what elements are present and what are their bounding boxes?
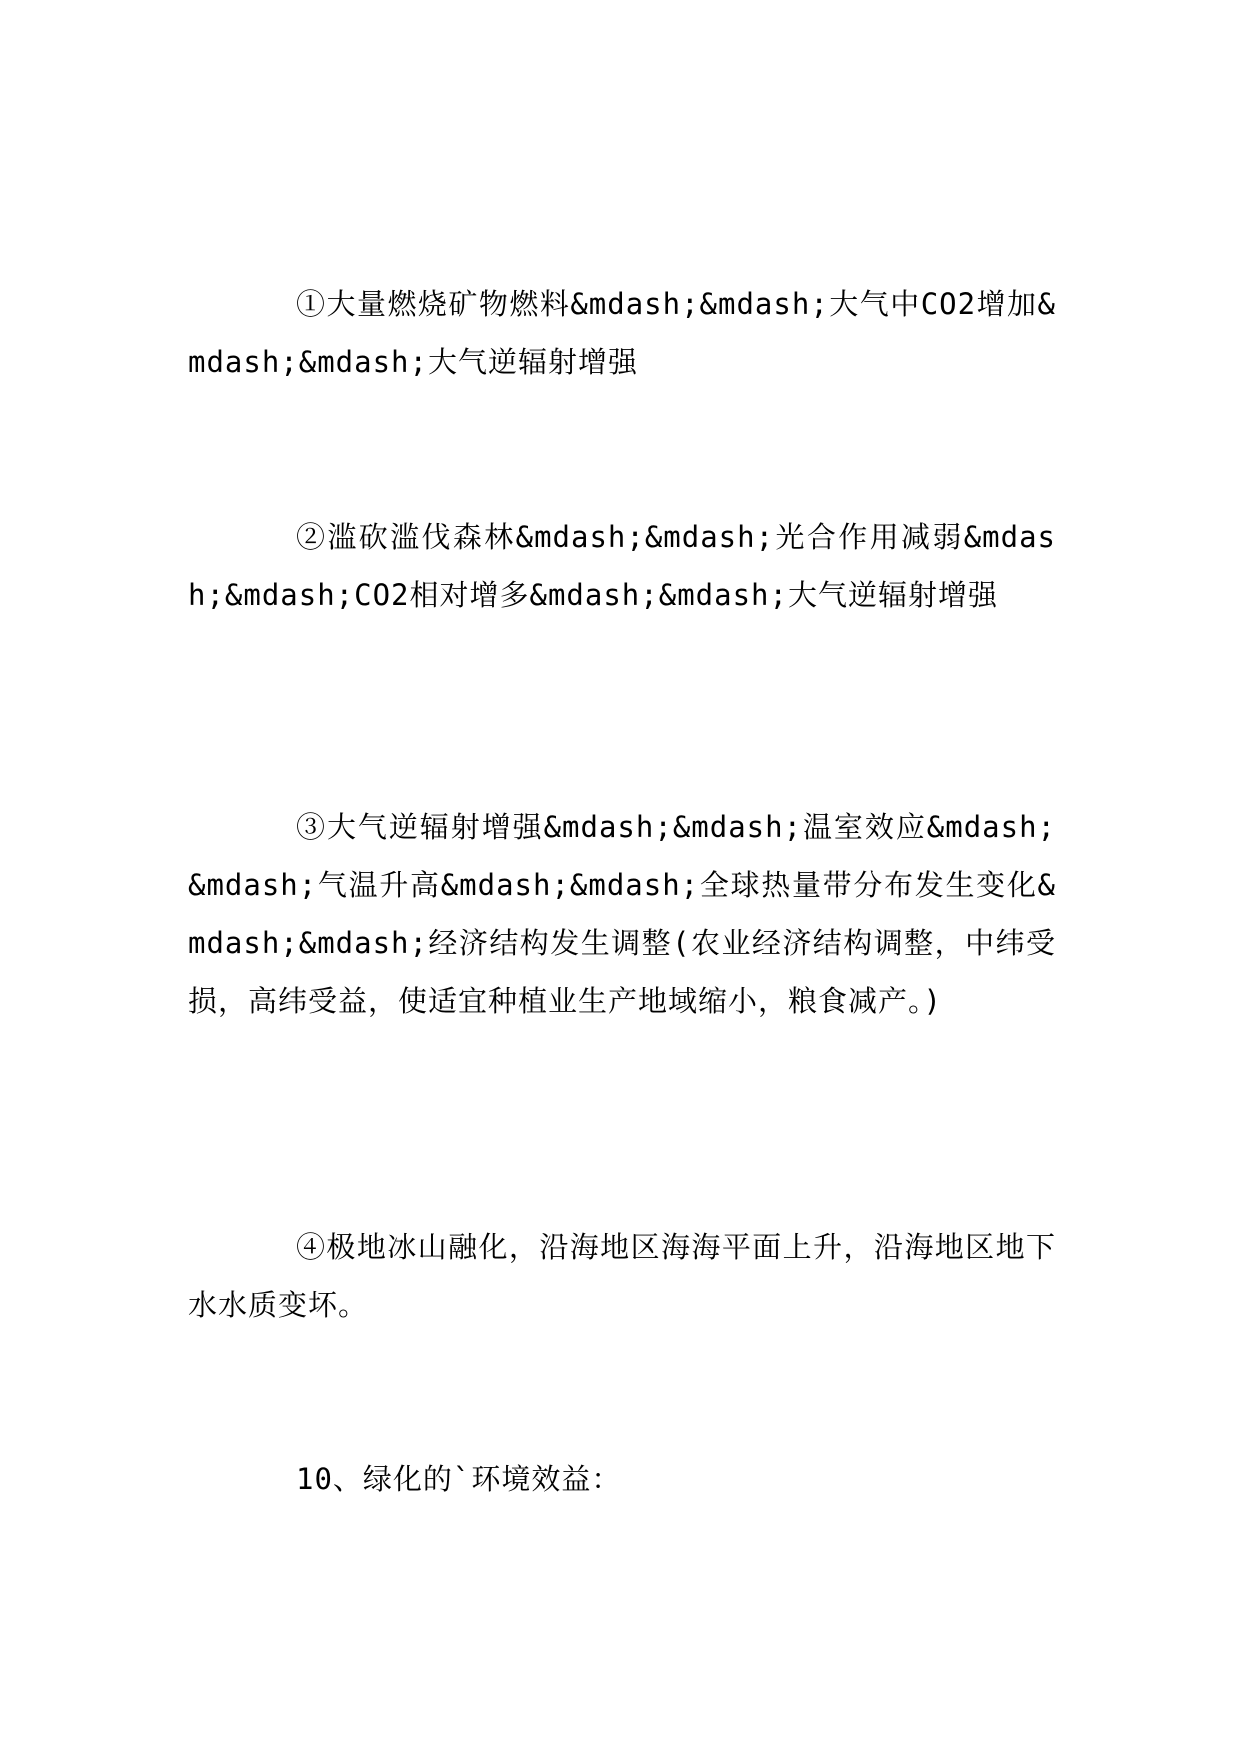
paragraph-greenhouse-effect-economy: ③大气逆辐射增强&mdash;&mdash;温室效应&mdash;&mdash;气温升高&mdash;&mdash;全球热量带分布发生变化&mdash;&mdash;经济结构发生调整(农业经济结构调整，中纬受损，高纬受益，使适宜种植业生产地域缩小，粮食减产。) bbox=[188, 810, 1056, 1018]
paragraph-greenhouse-cause-fossil-fuels: ①大量燃烧矿物燃料&mdash;&mdash;大气中CO2增加&mdash;&mdash;大气逆辐射增强 bbox=[188, 287, 1056, 379]
paragraph-sea-level-rise: ④极地冰山融化，沿海地区海海平面上升，沿海地区地下水水质变坏。 bbox=[188, 1230, 1056, 1322]
section-heading-greening-benefits: 10、绿化的`环境效益： bbox=[296, 1462, 622, 1496]
paragraph-greenhouse-cause-deforestation: ②滥砍滥伐森林&mdash;&mdash;光合作用减弱&mdash;&mdash;CO2相对增多&mdash;&mdash;大气逆辐射增强 bbox=[188, 520, 1056, 612]
